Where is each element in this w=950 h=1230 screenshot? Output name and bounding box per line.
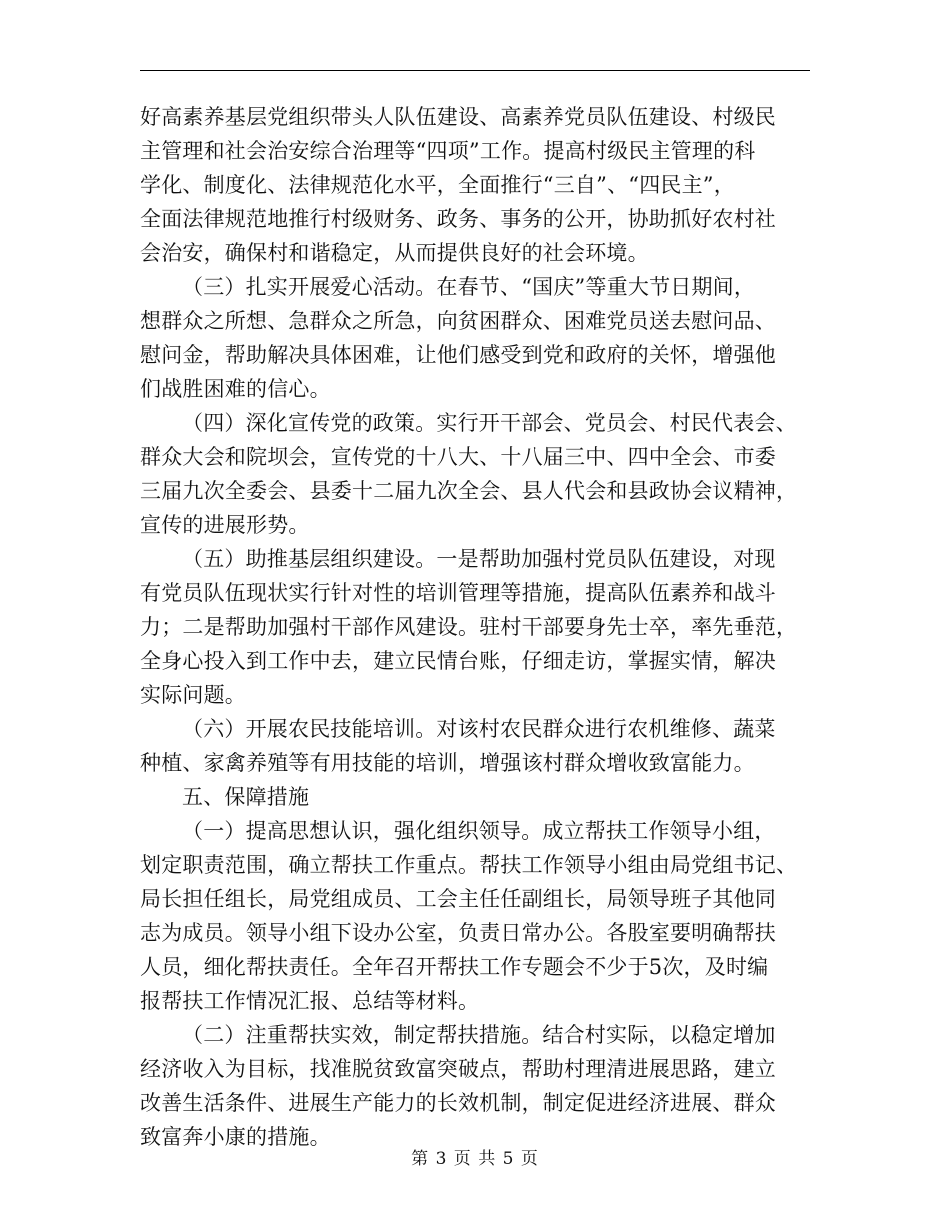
text-line: 们战胜困难的信心。: [140, 377, 331, 401]
text-line: 慰问金，帮助解决具体困难，让他们感受到党和政府的关怀，增强他: [140, 343, 776, 367]
text-line: （五）助推基层组织建设。一是帮助加强村党员队伍建设，对现: [182, 547, 776, 571]
header-rule: [140, 70, 810, 71]
text-line: 报帮扶工作情况汇报、总结等材料。: [140, 989, 480, 1013]
text-line: 好高素养基层党组织带头人队伍建设、高素养党员队伍建设、村级民: [140, 105, 776, 129]
text-line: 群众大会和院坝会，宣传党的十八大、十八届三中、四中全会、市委: [140, 445, 776, 469]
text-line: 五、保障措施: [182, 785, 310, 809]
text-line: 经济收入为目标，找准脱贫致富突破点，帮助村理清进展思路，建立: [140, 1057, 776, 1081]
text-line: 宣传的进展形势。: [140, 513, 310, 537]
text-line: （四）深化宣传党的政策。实行开干部会、党员会、村民代表会、: [182, 411, 797, 435]
text-line: 种植、家禽养殖等有用技能的培训，增强该村群众增收致富能力。: [140, 751, 755, 775]
text-line: （三）扎实开展爱心活动。在春节、“国庆”等重大节日期间，: [182, 275, 756, 299]
text-line: 改善生活条件、进展生产能力的长效机制，制定促进经济进展、群众: [140, 1091, 776, 1115]
text-line: 会治安，确保村和谐稳定，从而提供良好的社会环境。: [140, 241, 649, 265]
text-line: （二）注重帮扶实效，制定帮扶措施。结合村实际，以稳定增加: [182, 1023, 776, 1047]
text-line: 划定职责范围，确立帮扶工作重点。帮扶工作领导小组由局党组书记、: [140, 853, 798, 877]
text-line: 全身心投入到工作中去，建立民情台账，仔细走访，掌握实情，解决: [140, 649, 776, 673]
text-line: 力；二是帮助加强村干部作风建设。驻村干部要身先士卒，率先垂范，: [140, 615, 798, 639]
text-line: 三届九次全委会、县委十二届九次全会、县人代会和县政协会议精神，: [140, 479, 798, 503]
text-line: （六）开展农民技能培训。对该村农民群众进行农机维修、蔬菜: [182, 717, 776, 741]
text-line: 学化、制度化、法律规范化水平，全面推行“三自”、“四民主”，: [140, 173, 735, 197]
page-number: 第 3 页 共 5 页: [411, 1149, 539, 1169]
document-body: [140, 100, 820, 1154]
text-line: 有党员队伍现状实行针对性的培训管理等措施，提高队伍素养和战斗: [140, 581, 776, 605]
text-line: 想群众之所想、急群众之所急，向贫困群众、困难党员送去慰问品、: [140, 309, 776, 333]
text-line: 局长担任组长，局党组成员、工会主任任副组长，局领导班子其他同: [140, 887, 776, 911]
text-line: 志为成员。领导小组下设办公室，负责日常办公。各股室要明确帮扶: [140, 921, 776, 945]
text-line: 实际问题。: [140, 683, 246, 707]
text-line: 主管理和社会治安综合治理等“四项”工作。提高村级民主管理的科: [140, 139, 756, 163]
text-line: 人员，细化帮扶责任。全年召开帮扶工作专题会不少于5次，及时编: [140, 955, 769, 979]
text-line: （一）提高思想认识，强化组织领导。成立帮扶工作领导小组，: [182, 819, 776, 843]
text-line: 致富奔小康的措施。: [140, 1125, 331, 1149]
text-line: 全面法律规范地推行村级财务、政务、事务的公开，协助抓好农村社: [140, 207, 776, 231]
